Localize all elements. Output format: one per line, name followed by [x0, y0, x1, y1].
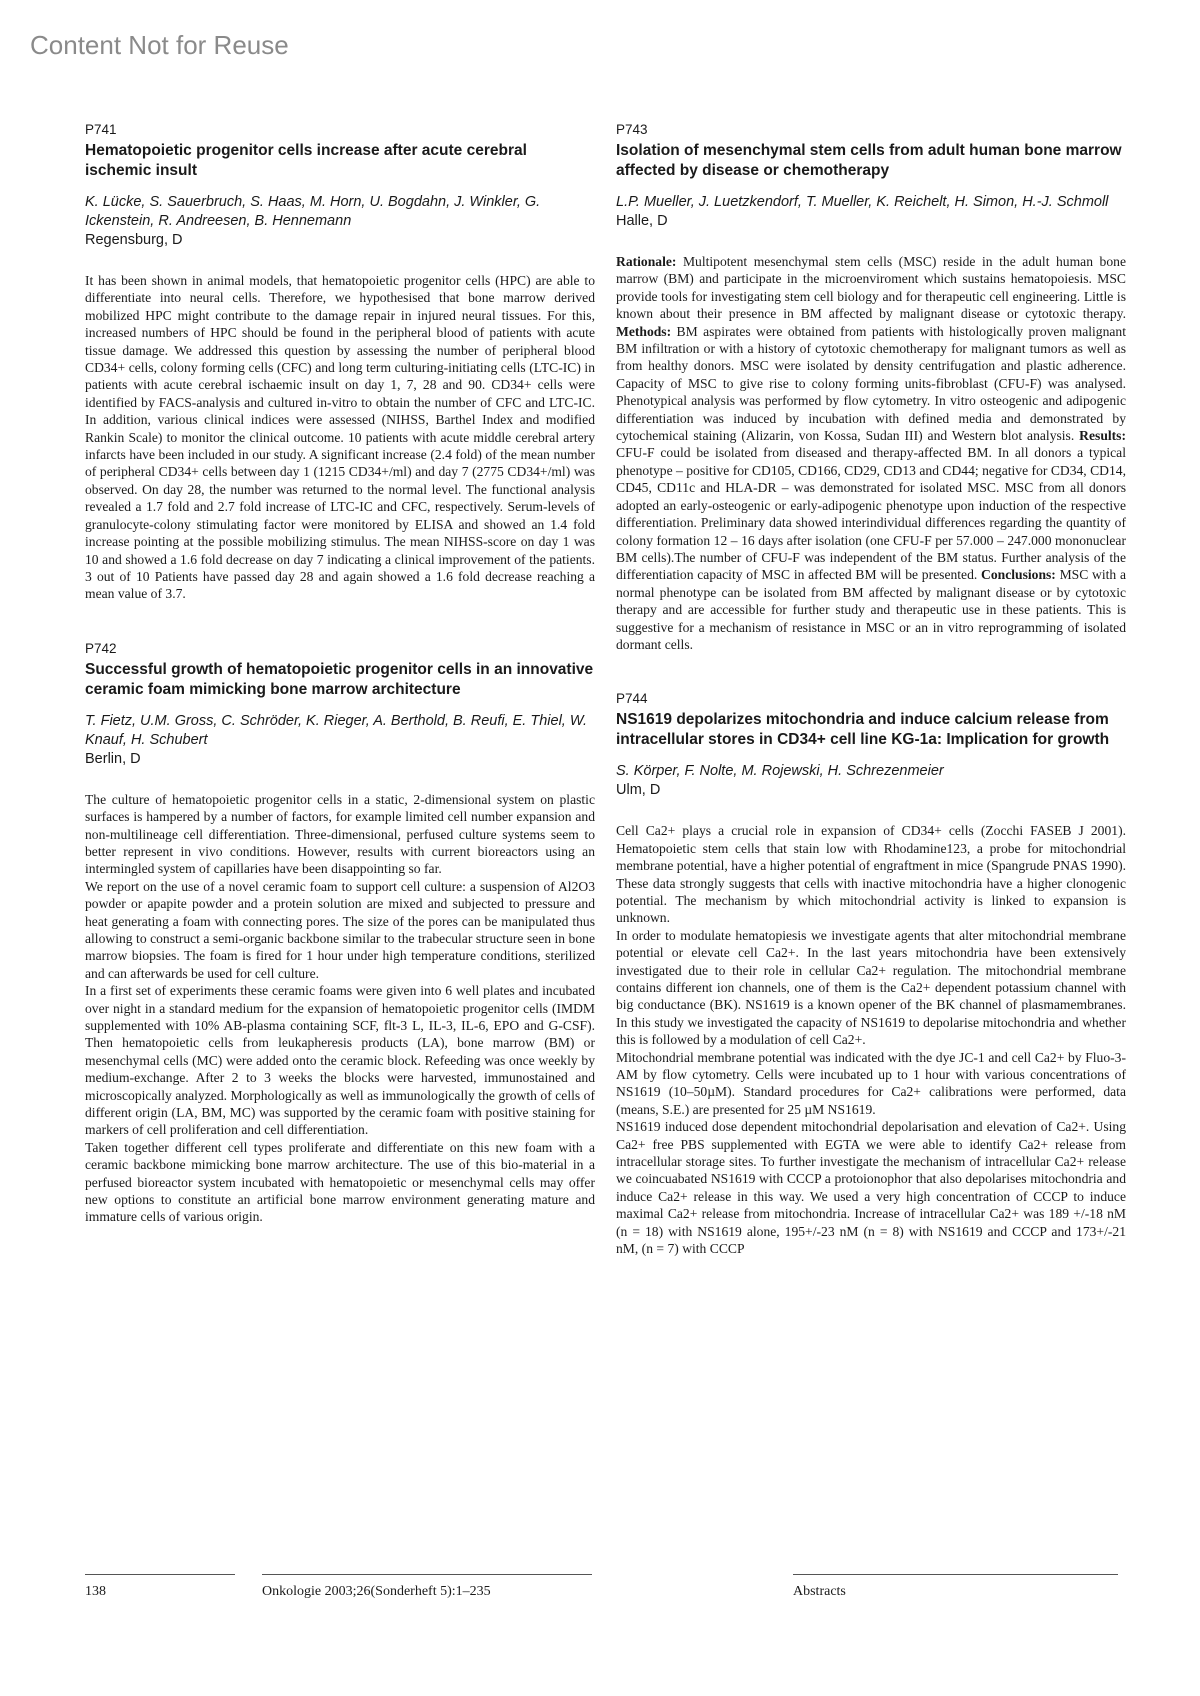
- abstract-paragraph: NS1619 induced dose dependent mitochondrial depolarisation and elevation of Ca2+. Using Ca2+ free PBS supplemented with EGTA we were able to identify Ca2+ release from intracellular storage sites. To further investigate the mechanism of intracellular Ca2+ release we coincuabated NS1619 with CCCP a protoionophor that also depolarises mitochondria and induce Ca2+ release in this way. We used a very high concentration of CCCP to induce maximal Ca2+ release from mitochondria. Increase of intracellular Ca2+ was 189 +/-18 nM (n = 18) with NS1619 alone, 195+/-23 nM (n = 8) with NS1619 and CCCP and 173+/-21 nM, (n = 7) with CCCP: [616, 1119, 1126, 1257]
- abstract-id: P741: [85, 122, 117, 137]
- abstract-location: Halle, D: [616, 213, 668, 229]
- abstract-p742: [85, 641, 595, 1226]
- section-label: Abstracts: [793, 1584, 846, 1599]
- abstract-title: Successful growth of hematopoietic progenitor cells in an innovative ceramic foam mimicking bone marrow architecture: [85, 660, 594, 698]
- abstract-paragraph: We report on the use of a novel ceramic foam to support cell culture: a suspension of Al2O3 powder or apapite powder and a protein solution are mixed and subjected to pressure and heat generating a foam with connecting pores. The size of the pores can be manipulated thus allowing to construct a semi-organic backbone similar to the trabecular structure seen in bone marrow biopsies. The foam is fired for 1 hour under high temperature conditions, sterilized and can afterwards be used for cell culture.: [85, 878, 595, 981]
- abstract-p741: [85, 122, 595, 603]
- abstract-paragraph: In a first set of experiments these ceramic foams were given into 6 well plates and incubated over night in a standard medium for the expansion of hematopoietic progenitor cells (IMDM supplemented with 10% AB-plasma containing SCF, flt-3 L, IL-3, IL-6, EPO and G-CSF). Then hematopoietic cells from leukapheresis products (LA), bone marrow (BM) or mesenchymal cells (MC) were added onto the ceramic block. Refeeding was once weekly by medium-exchange. After 2 to 3 weeks the blocks were harvested, immunostained and microscopically analyzed. Morphologically as well as immunologically the growth of cells of different origin (LA, BM, MC) was supported by the ceramic foam with positive staining for markers of cell proliferation and cell differentiation.: [85, 983, 595, 1138]
- abstract-body: [616, 253, 1126, 653]
- abstract-authors: T. Fietz, U.M. Gross, C. Schröder, K. Rieger, A. Berthold, B. Reufi, E. Thiel, W. Knauf, H. Schubert: [85, 712, 588, 748]
- abstract-title: Hematopoietic progenitor cells increase after acute cerebral ischemic insult: [85, 142, 527, 179]
- abstract-location: Regensburg, D: [85, 232, 183, 248]
- abstract-title: NS1619 depolarizes mitochondria and induce calcium release from intracellular stores in CD34+ cell line KG-1a: Implication for growth: [616, 711, 1110, 749]
- rationale-text: Multipotent mesenchymal stem cells (MSC) reside in the adult human bone marrow (BM) and participate in the microenviroment which sustains hematopoiesis. MSC provide tools for investigating stem cell biology and for therapeutic cell engineering. Little is known about their presence in BM affected by malignant disease or cytotoxic therapy.: [616, 254, 1126, 322]
- abstract-authors: L.P. Mueller, J. Luetzkendorf, T. Mueller, K. Reichelt, H. Simon, H.-J. Schmoll: [616, 194, 1109, 210]
- abstract-body: [616, 822, 1126, 1257]
- abstract-paragraph: [616, 253, 1126, 653]
- footer-rule: [793, 1574, 1118, 1575]
- section-heading-rationale: Rationale:: [616, 254, 677, 269]
- abstract-id: P744: [616, 691, 648, 707]
- abstract-title: Isolation of mesenchymal stem cells from adult human bone marrow affected by disease or chemotherapy: [616, 142, 1122, 179]
- page-footer: [0, 1574, 1200, 1634]
- conclusions-text: MSC with a normal phenotype can be isolated from BM affected by malignant disease or by cytotoxic therapy and are accessible for further study and therapeutic use in these patients. This is suggestive for a mechanism of resistance in MSC or an in vitro reprogramming of isolated dormant cells.: [616, 567, 1126, 652]
- footer-rule: [262, 1574, 592, 1575]
- abstract-body: [85, 272, 595, 603]
- abstract-p744: [616, 691, 1126, 1257]
- section-heading-results: Results:: [1079, 428, 1126, 444]
- abstract-location: Berlin, D: [85, 750, 141, 767]
- abstract-body: [85, 791, 595, 1226]
- right-column: [616, 122, 1126, 1296]
- abstract-id: P743: [616, 122, 648, 137]
- footer-rule: [85, 1574, 235, 1575]
- abstract-id: P742: [85, 640, 117, 656]
- abstract-paragraph: Mitochondrial membrane potential was indicated with the dye JC-1 and cell Ca2+ by Fluo-3-AM by flow cytometry. Cells were incubated up to 1 hour with various concentrations of NS1619 (10–50µM). Standard procedures for Ca2+ calibrations were performed, data (means, S.E.) are presented for 25 µM NS1619.: [616, 1049, 1126, 1117]
- results-text: CFU-F could be isolated from diseased and therapy-affected BM. In all donors a typical phenotype – positive for CD105, CD166, CD29, CD13 and CD44; negative for CD34, CD14, CD45, CD11c and HLA-DR – was demonstrated for isolated MSC. MSC from all donors adopted an early-osteogenic or early-adipogenic phenotype upon induction of the respective differentiation. Preliminary data showed interindividual differences regarding the quantity of colony formation 12 – 16 days after isolation (one CFU-F per 57.000 – 247.000 mononuclear BM cells).The number of CFU-F was independent of the BM status. Further analysis of the differentiation capacity of MSC in affected BM will be presented.: [616, 445, 1126, 583]
- abstract-authors: S. Körper, F. Nolte, M. Rojewski, H. Schrezenmeier: [616, 763, 944, 780]
- abstract-paragraph: The culture of hematopoietic progenitor cells in a static, 2-dimensional system on plastic surfaces is hampered by a number of factors, for example limited cell number expansion and non-multilineage cell differentiation. Three-dimensional, perfused culture systems seem to better represent in vivo conditions. However, results with current bioreactors using an intermingled system of capillaries have been disappointing so far.: [85, 791, 595, 877]
- abstract-authors: K. Lücke, S. Sauerbruch, S. Haas, M. Horn, U. Bogdahn, J. Winkler, G. Ickenstein, R. Andreesen, B. Hennemann: [85, 194, 541, 229]
- abstract-location: Ulm, D: [616, 782, 661, 799]
- abstract-paragraph: Taken together different cell types proliferate and differentiate on this new foam with a ceramic backbone mimicking bone marrow architecture. The use of this bio-material in a perfused bioreactor system incubated with hematopoietic or mesenchymal cells may offer new options to constitute an artificial bone marrow environment generating mature and immature cells of various origin.: [85, 1139, 595, 1225]
- section-heading-methods: Methods:: [616, 323, 672, 339]
- abstract-paragraph: In order to modulate hematopiesis we investigate agents that alter mitochondrial membrane potential or elevate cell Ca2+. In the last years mitochondria have been extensively investigated due to their role in cellular Ca2+ regulation. The mitochondrial membrane contains different ion channels, one of them is the Ca2+ dependent potassium channel with big conductance (BK). NS1619 is a known opener of the BK channel of plasmamembranes. In this study we investigated the capacity of NS1619 to depolarise mitochondria and whether this is followed by a modulation of cell Ca2+.: [616, 927, 1126, 1048]
- page-number: 138: [85, 1584, 106, 1599]
- methods-text: BM aspirates were obtained from patients with histologically proven malignant BM infiltration or with a history of cytotoxic chemotherapy for malignant tumors as well as from healthy donors. MSC were isolated by density centrifugation and plastic adherence. Capacity of MSC to give rise to colony forming units-fibroblast (CFU-F) was analysed. Phenotypical analysis was performed by flow cytometry. In vitro osteogenic and adipogenic differentiation was induced by incubation with defined media and demonstrated by cytochemical staining (Alizarin, von Kossa, Sudan III) and Western blot analysis.: [616, 323, 1126, 444]
- journal-citation: Onkologie 2003;26(Sonderheft 5):1–235: [262, 1584, 491, 1599]
- left-column: [85, 122, 595, 1264]
- abstract-p743: [616, 122, 1126, 653]
- section-heading-conclusions: Conclusions:: [981, 567, 1056, 583]
- abstract-paragraph: Cell Ca2+ plays a crucial role in expansion of CD34+ cells (Zocchi FASEB J 2001). Hematopoietic stem cells that stain low with Rhodamine123, a probe for mitochondrial membrane potential, have a higher potential of engraftment in mice (Spangrude PNAS 1990). These data strongly suggests that cells with inactive mitochondria have a higher clonogenic potential. The mechanism by which mitochondrial activity is linked to expansion is unknown.: [616, 823, 1126, 926]
- abstract-paragraph: It has been shown in animal models, that hematopoietic progenitor cells (HPC) are able to differentiate into neural cells. Therefore, we hypothesised that bone marrow derived mobilized HPC might contribute to the damage repair in injured neural tissues. For this, increased numbers of HPC should be found in the peripheral blood of patients with acute tissue damage. We addressed this question by assessing the number of peripheral blood CD34+ cells, colony forming cells (CFC) and long term culturing-initiating cells (LTC-IC) in patients with acute cerebral ischaemic insult on day 1, 7, 28 and 90. CD34+ cells were identified by FACS-analysis and cultured in-vitro to obtain the number of CFC and LTC-IC. In addition, various clinical indices were assessed (NIHSS, Barthel Index and modified Rankin Scale) to monitor the clinical outcome. 10 patients with acute middle cerebral artery infarcts have been included in our study. A significant increase (2.4 fold) of the mean number of peripheral CD34+ cells between day 1 (1215 CD34+/ml) and day 7 (2775 CD34+/ml) was observed. On day 28, the number was returned to the normal level. The functional analysis revealed a 1.7 fold and 2.7 fold increase of LTC-IC and CFC, respectively. Serum-levels of granulocyte-colony stimulating factor were monitored by ELISA and showed an 1.4 fold increase pointing at the possible mobilizing stimulus. The mean NIHSS-score on day 1 was 10 and showed a 1.6 fold decrease on day 7 indicating a clinical improvement of the patients. 3 out of 10 Patients have passed day 28 and again showed a 1.6 fold decrease reaching a mean value of 3.7.: [85, 273, 595, 602]
- watermark: Content Not for Reuse: [30, 30, 289, 60]
